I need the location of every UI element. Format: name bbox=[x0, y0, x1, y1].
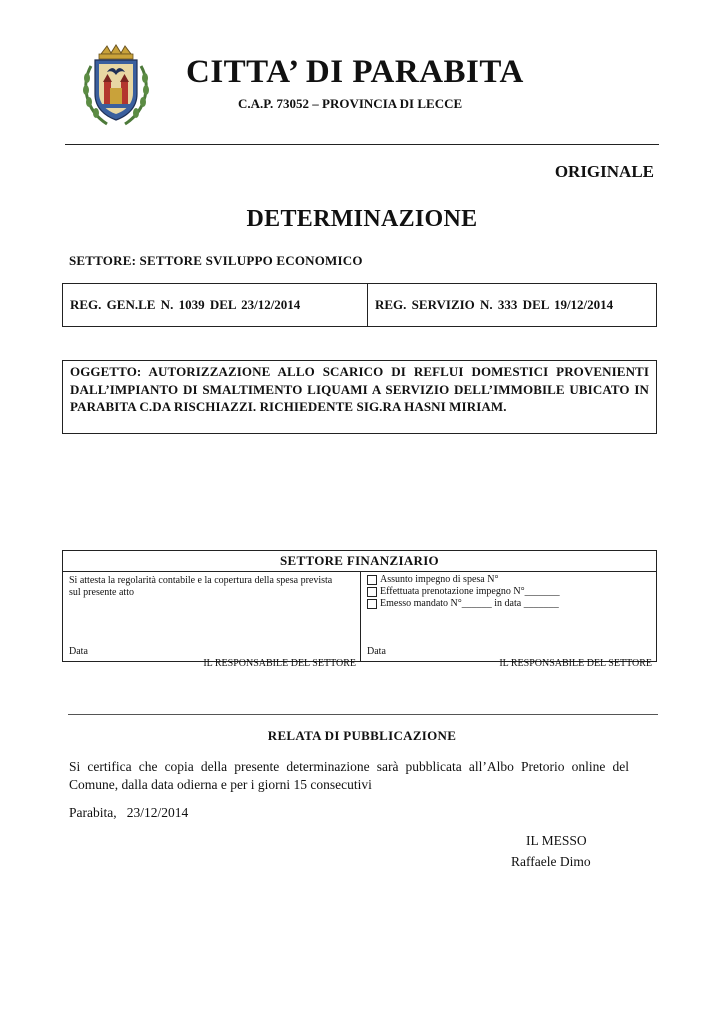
data-label-right: Data bbox=[367, 646, 386, 657]
data-label-left: Data bbox=[69, 646, 88, 657]
responsabile-right: IL RESPONSABILE DEL SETTORE bbox=[499, 658, 652, 669]
city-title: CITTA’ DI PARABITA bbox=[186, 54, 524, 90]
settore-label: SETTORE: SETTORE SVILUPPO ECONOMICO bbox=[69, 253, 363, 268]
relata-divider bbox=[68, 714, 658, 715]
document-status: ORIGINALE bbox=[554, 162, 654, 181]
city-crest-logo bbox=[77, 44, 155, 128]
attestation-text: Si attesta la regolarità contabile e la copertura della spesa prevista sul presente atto bbox=[69, 575, 333, 598]
settore-finanziario-box bbox=[62, 550, 657, 669]
messo-title: IL MESSO bbox=[526, 833, 587, 848]
oggetto-text: OGGETTO: AUTORIZZAZIONE ALLO SCARICO DI REFLUI DOMESTICI PROVENIENTI DALL’IMPIANTO DI SMALTIMENTO LIQUAMI A SERVIZIO DELL’IMMOBILE UBICATO IN PARABITA C.DA RISCHIAZZI. RICHIEDENTE SIG.RA HASNI MIRIAM. bbox=[70, 364, 649, 414]
registration-box bbox=[62, 283, 657, 327]
document-title: DETERMINAZIONE bbox=[246, 206, 478, 232]
messo-name: Raffaele Dimo bbox=[511, 854, 591, 869]
checkbox-icon bbox=[367, 587, 377, 597]
check-label-impegno: Assunto impegno di spesa N° bbox=[380, 574, 499, 585]
checkbox-icon bbox=[367, 599, 377, 609]
check-label-prenotazione: Effettuata prenotazione impegno N°_______ bbox=[380, 586, 560, 597]
reg-general: REG. GEN.LE N. 1039 DEL 23/12/2014 bbox=[63, 284, 368, 326]
place-date: Parabita, 23/12/2014 bbox=[69, 805, 189, 820]
checkbox-icon bbox=[367, 575, 377, 585]
fin-right-column bbox=[361, 572, 656, 669]
settore-finanziario-title: SETTORE FINANZIARIO bbox=[63, 551, 656, 572]
reg-service: REG. SERVIZIO N. 333 DEL 19/12/2014 bbox=[375, 297, 614, 312]
oggetto-box bbox=[62, 360, 657, 434]
fin-left-column bbox=[63, 572, 361, 669]
check-row-prenotazione bbox=[367, 586, 560, 598]
relata-title: RELATA DI PUBBLICAZIONE bbox=[267, 728, 457, 743]
check-label-mandato: Emesso mandato N°______ in data _______ bbox=[380, 598, 559, 609]
relata-text: Si certifica che copia della presente determinazione sarà pubblicata all’Albo Pretorio online del Comune, dalla data odierna e per i giorni 15 consecutivi bbox=[69, 759, 629, 792]
responsabile-left: IL RESPONSABILE DEL SETTORE bbox=[203, 658, 356, 669]
check-row-impegno bbox=[367, 574, 498, 586]
city-subtitle: C.A.P. 73052 – PROVINCIA DI LECCE bbox=[238, 96, 463, 111]
header-divider bbox=[65, 144, 659, 145]
check-row-mandato bbox=[367, 598, 559, 610]
